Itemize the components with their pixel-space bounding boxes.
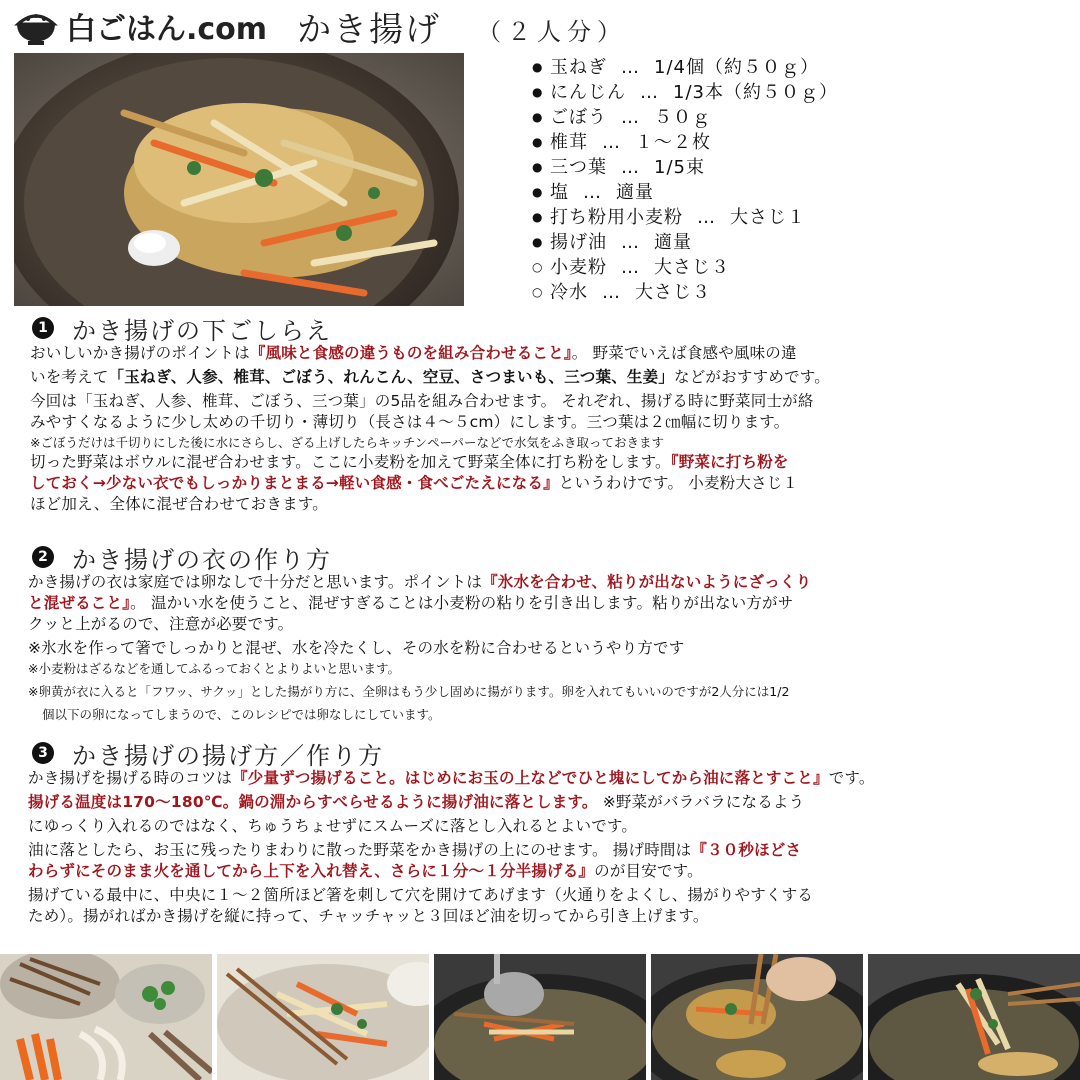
ingredient-amount: １〜２枚 (635, 132, 711, 153)
ingredient-amount: 大さじ３ (654, 257, 730, 278)
hollow-bullet-icon: ○ (532, 260, 544, 274)
bullet-icon: ● (532, 160, 544, 174)
step-photo-strip (0, 954, 1080, 1080)
ingredient-item: ● 塩 … 適量 (532, 182, 654, 203)
section-title: かき揚げの下ごしらえ (72, 316, 332, 345)
ingredient-amount: 適量 (616, 182, 654, 203)
paragraph-line: しておく→少ない衣でもしっかりまとまる→軽い食感・食べごたえになる』というわけです。 小麦粉大さじ１ (30, 474, 799, 492)
kakiage-hero-photo (14, 53, 464, 306)
paragraph-line: 今回は「玉ねぎ、人参、椎茸、ごぼう、三つ葉」の5品を組み合わせます。 それぞれ、揚げる時に野菜同士が絡 (30, 392, 814, 410)
section-batter (28, 542, 1068, 724)
section-title: かき揚げの衣の作り方 (72, 545, 332, 574)
bullet-icon: ● (532, 135, 544, 149)
site-logo-text[interactable]: 白ごはん.com (66, 12, 268, 47)
ingredient-amount: 1/3本（約５０ｇ） (673, 82, 838, 103)
step-number-badge: 2 (32, 546, 54, 568)
ingredient-amount: 大さじ３ (635, 282, 711, 303)
section-title: かき揚げの揚げ方／作り方 (72, 741, 384, 770)
ingredient-name: にんじん (550, 82, 626, 103)
ingredient-item: ● ごぼう … ５０ｇ (532, 107, 711, 128)
section-prep (28, 313, 1068, 515)
ladle-into-oil-photo (434, 954, 646, 1080)
header (14, 4, 627, 48)
rice-bowl-icon[interactable] (14, 6, 58, 46)
step-number-badge: 1 (32, 317, 54, 339)
ingredient-name: 塩 (550, 182, 569, 203)
paragraph-line: と混ぜること』。 温かい水を使うこと、混ぜすぎることは小麦粉の粘りを引き出します。粘りが出ない方がサ (28, 594, 794, 612)
bullet-icon: ● (532, 85, 544, 99)
ingredient-item: ● 椎茸 … １〜２枚 (532, 132, 711, 153)
ingredient-item: ○ 冷水 … 大さじ３ (532, 282, 711, 303)
mixing-batter-photo (217, 954, 429, 1080)
note-line: ※卵黄が衣に入ると「フワッ、サクッ」とした揚がり方に、全卵はもう少し固めに揚がります。卵を入れてもいいのですが2人分には1/2 (28, 684, 790, 699)
ingredient-item: ● 玉ねぎ … 1/4個（約５０ｇ） (532, 57, 819, 78)
step-number-badge: 3 (32, 742, 54, 764)
frying-with-chopsticks-photo (651, 954, 863, 1080)
ingredient-name: 打ち粉用小麦粉 (550, 207, 683, 228)
ingredient-name: 小麦粉 (550, 257, 607, 278)
ingredient-item: ○ 小麦粉 … 大さじ３ (532, 257, 730, 278)
paragraph-line: おいしいかき揚げのポイントは『風味と食感の違うものを組み合わせること』。 野菜でいえば食感や風味の違 (30, 344, 797, 362)
bullet-icon: ● (532, 210, 544, 224)
bullet-icon: ● (532, 110, 544, 124)
ingredient-item: ● 打ち粉用小麦粉 … 大さじ１ (532, 207, 806, 228)
paragraph-line: 油に落としたら、お玉に残ったりまわりに散った野菜をかき揚げの上にのせます。 揚げ時間は『３０秒ほどさ (28, 841, 802, 859)
paragraph-line: クッと上がるので、注意が必要です。 (28, 615, 294, 633)
bullet-icon: ● (532, 185, 544, 199)
paragraph-line: 揚げている最中に、中央に１〜２箇所ほど箸を刺して穴を開けてあげます（火通りをよくし、揚がりやすくする (28, 886, 814, 904)
ingredient-name: ごぼう (550, 107, 607, 128)
section-heading (28, 542, 1068, 572)
paragraph-line: ほど加え、全体に混ぜ合わせておきます。 (30, 495, 328, 513)
note-line: ※小麦粉はざるなどを通してふるっておくとよりよいと思います。 (28, 661, 400, 676)
ingredient-amount: 適量 (654, 232, 692, 253)
ingredient-amount: 1/5束 (654, 157, 705, 178)
ingredient-list (532, 55, 838, 305)
paragraph-line: かき揚げの衣は家庭では卵なしで十分だと思います。ポイントは『氷水を合わせ、粘りが出ないようにざっくり (28, 573, 812, 591)
ingredient-item: ● 揚げ油 … 適量 (532, 232, 692, 253)
paragraph-line: わらずにそのまま火を通してから上下を入れ替え、さらに１分〜１分半揚げる』のが目安です。 (28, 862, 703, 880)
servings-label: （２人分） (477, 17, 628, 46)
ingredient-name: 揚げ油 (550, 232, 607, 253)
paragraph-line: かき揚げを揚げる時のコツは『少量ずつ揚げること。はじめにお玉の上などでひと塊にしてから油に落とすこと』です。 (28, 769, 875, 787)
bullet-icon: ● (532, 235, 544, 249)
paragraph-line: 切った野菜はボウルに混ぜ合わせます。ここに小麦粉を加えて野菜全体に打ち粉をします。『野菜に打ち粉を (30, 453, 789, 471)
bullet-icon: ● (532, 60, 544, 74)
lifting-kakiage-photo (868, 954, 1080, 1080)
ingredient-item: ● 三つ葉 … 1/5束 (532, 157, 705, 178)
ingredient-name: 冷水 (550, 282, 588, 303)
paragraph-line: みやすくなるように少し太めの千切り・薄切り（長さは４〜５cm）にします。三つ葉は２㎝幅に切ります。 (30, 413, 790, 431)
page-title: かき揚げ (297, 9, 442, 50)
paragraph-line: ※氷水を作って箸でしっかりと混ぜ、水を冷たくし、その水を粉に合わせるというやり方です (28, 639, 685, 657)
section-frying (28, 738, 1068, 927)
paragraph-line: にゆっくり入れるのではなく、ちゅうちょせずにスムーズに落とし入れるとよいです。 (28, 817, 638, 835)
ingredient-amount: 1/4個（約５０ｇ） (654, 57, 819, 78)
note-line: ※ごぼうだけは千切りにした後に水にさらし、ざる上げしたらキッチンペーパーなどで水気をふき取っておきます (30, 435, 664, 450)
paragraph-line: ため）。揚がればかき揚げを縦に持って、チャッチャッと３回ほど油を切ってから引き上げます。 (28, 907, 709, 925)
ingredient-name: 椎茸 (550, 132, 588, 153)
section-heading (28, 313, 1068, 343)
note-line: 個以下の卵になってしまうので、このレシピでは卵なしにしています。 (42, 707, 441, 722)
ingredient-name: 三つ葉 (550, 157, 607, 178)
ingredient-amount: ５０ｇ (654, 107, 711, 128)
ingredient-amount: 大さじ１ (730, 207, 806, 228)
hollow-bullet-icon: ○ (532, 285, 544, 299)
cut-vegetables-photo (0, 954, 212, 1080)
ingredient-name: 玉ねぎ (550, 57, 607, 78)
paragraph-line: 揚げる温度は170〜180℃。鍋の淵からすべらせるように揚げ油に落とします。 ※野菜がバラバラになるよう (28, 793, 805, 811)
paragraph-line: いを考えて「玉ねぎ、人参、椎茸、ごぼう、れんこん、空豆、さつまいも、三つ葉、生姜」などがおすすめです。 (30, 368, 830, 386)
ingredient-item: ● にんじん … 1/3本（約５０ｇ） (532, 82, 838, 103)
section-heading (28, 738, 1068, 768)
